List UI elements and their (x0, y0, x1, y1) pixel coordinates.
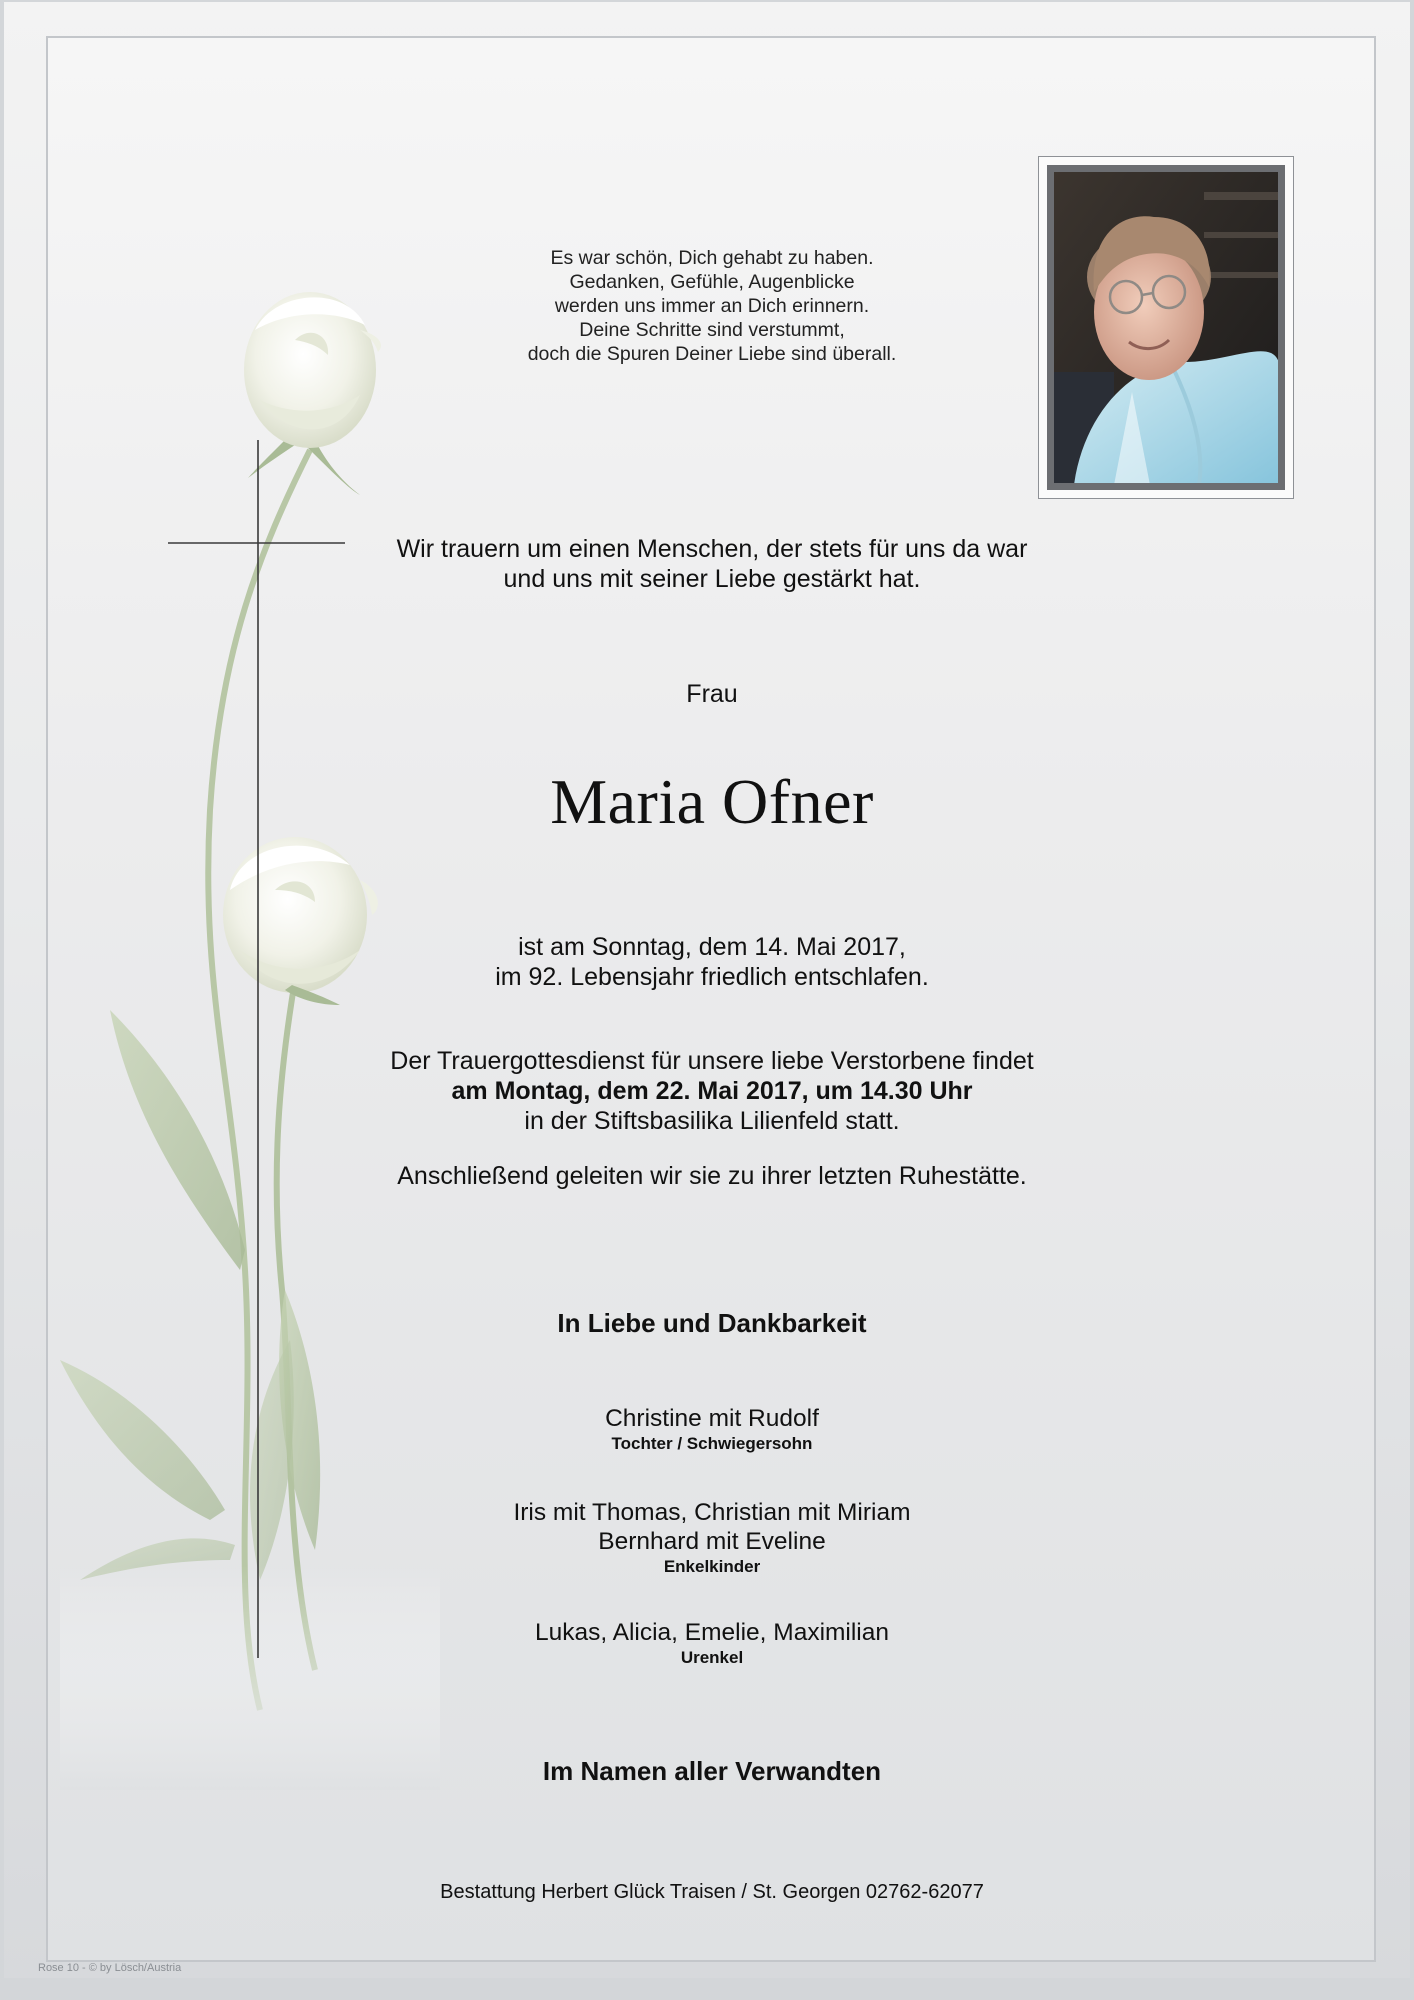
family-group-great-grandchildren (0, 1618, 1414, 1668)
service-line: Der Trauergottesdienst für unsere liebe Verstorbene findet (390, 1047, 1034, 1075)
poem-line: doch die Spuren Deiner Liebe sind überall. (527, 343, 897, 365)
poem-line: Deine Schritte sind verstummt, (579, 319, 845, 341)
poem-line: werden uns immer an Dich erinnern. (554, 295, 870, 317)
intro-line: und uns mit seiner Liebe gestärkt hat. (503, 565, 921, 593)
death-notice (0, 932, 1414, 992)
family-relation: Urenkel (680, 1648, 744, 1667)
family-group-grandchildren (0, 1498, 1414, 1577)
family-relation: Tochter / Schwiegersohn (611, 1434, 813, 1453)
death-line: ist am Sonntag, dem 14. Mai 2017, (518, 933, 906, 961)
deceased-name: Maria Ofner (550, 766, 874, 837)
service-date: am Montag, dem 22. Mai 2017, um 14.30 Uhr (451, 1077, 973, 1105)
family-relation: Enkelkinder (663, 1557, 761, 1576)
relatives-signature: Im Namen aller Verwandten (542, 1756, 882, 1786)
service-location: in der Stiftsbasilika Lilienfeld statt. (524, 1107, 900, 1135)
thanks-heading: In Liebe und Dankbarkeit (557, 1308, 867, 1338)
family-names: Iris mit Thomas, Christian mit Miriam (513, 1499, 911, 1526)
poem-line: Gedanken, Gefühle, Augenblicke (569, 271, 855, 293)
copyright-note: Rose 10 - © by Lösch/Austria (38, 1962, 182, 1974)
death-line: im 92. Lebensjahr friedlich entschlafen. (495, 963, 929, 991)
memorial-poem (0, 246, 1414, 366)
honorific: Frau (686, 680, 738, 708)
family-group-children (0, 1404, 1414, 1454)
family-names: Christine mit Rudolf (605, 1405, 819, 1432)
poem-line: Es war schön, Dich gehabt zu haben. (550, 247, 874, 269)
mourning-intro (0, 534, 1414, 594)
family-names: Lukas, Alicia, Emelie, Maximilian (534, 1619, 890, 1646)
funeral-home: Bestattung Herbert Glück Traisen / St. Georgen 02762-62077 (440, 1881, 984, 1903)
family-names: Bernhard mit Eveline (598, 1528, 826, 1555)
burial-note: Anschließend geleiten wir sie zu ihrer letzten Ruhestätte. (397, 1162, 1027, 1190)
funeral-service (0, 1046, 1414, 1136)
intro-line: Wir trauern um einen Menschen, der stets für uns da war (396, 535, 1028, 563)
